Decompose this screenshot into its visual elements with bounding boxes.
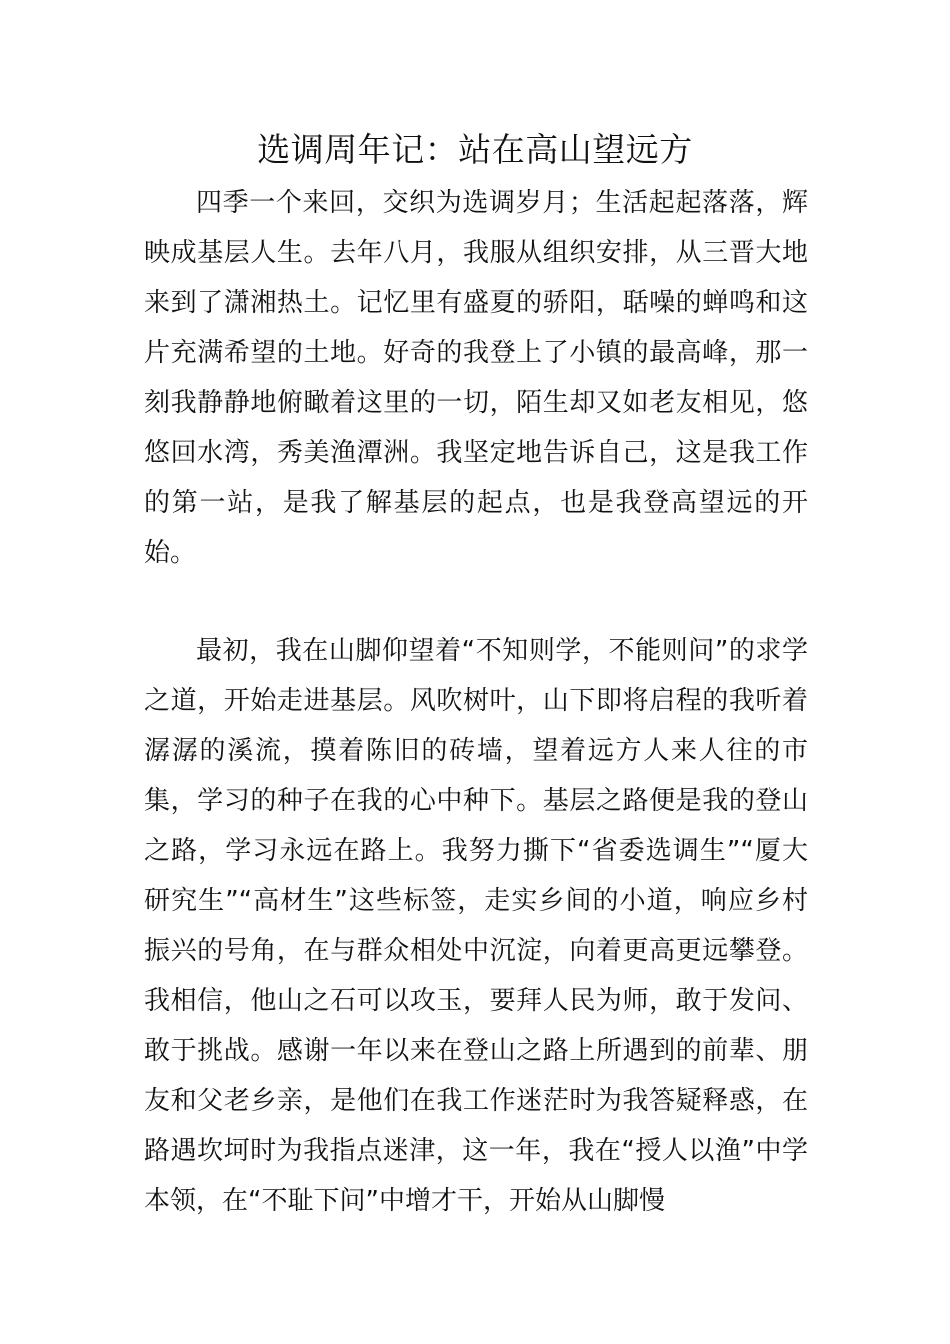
paragraph-2: 最初，我在山脚仰望着“不知则学，不能则问”的求学之道，开始走进基层。风吹树叶，山下即将启程的我听着潺潺的溪流，摸着陈旧的砖墙，望着远方人来人往的市集，学习的种子在我的心中种下。基层之路便是我的登山之路，学习永远在路上。我努力撕下“省委选调生”“厦大研究生”“高材生”这些标签，走实乡间的小道，响应乡村振兴的号角，在与群众相处中沉淀，向着更高更远攀登。我相信，他山之石可以攻玉，要拜人民为师，敢于发问、敢于挑战。感谢一年以来在登山之路上所遇到的前辈、朋友和父老乡亲，是他们在我工作迷茫时为我答疑释惑，在路遇坎坷时为我指点迷津，这一年，我在“授人以渔”中学本领，在“不耻下问”中增才干，开始从山脚慢	[144, 636, 808, 1216]
document-title: 选调周年记：站在高山望远方	[257, 130, 693, 169]
paragraph-1: 四季一个来回，交织为选调岁月；生活起起落落，辉映成基层人生。去年八月，我服从组织安排，从三晋大地来到了潇湘热土。记忆里有盛夏的骄阳，聒噪的蝉鸣和这片充满希望的土地。好奇的我登上了小镇的最高峰，那一刻我静静地俯瞰着这里的一切，陌生却又如老友相见，悠悠回水湾，秀美渔潭洲。我坚定地告诉自己，这是我工作的第一站，是我了解基层的起点，也是我登高望远的开始。	[144, 188, 808, 568]
